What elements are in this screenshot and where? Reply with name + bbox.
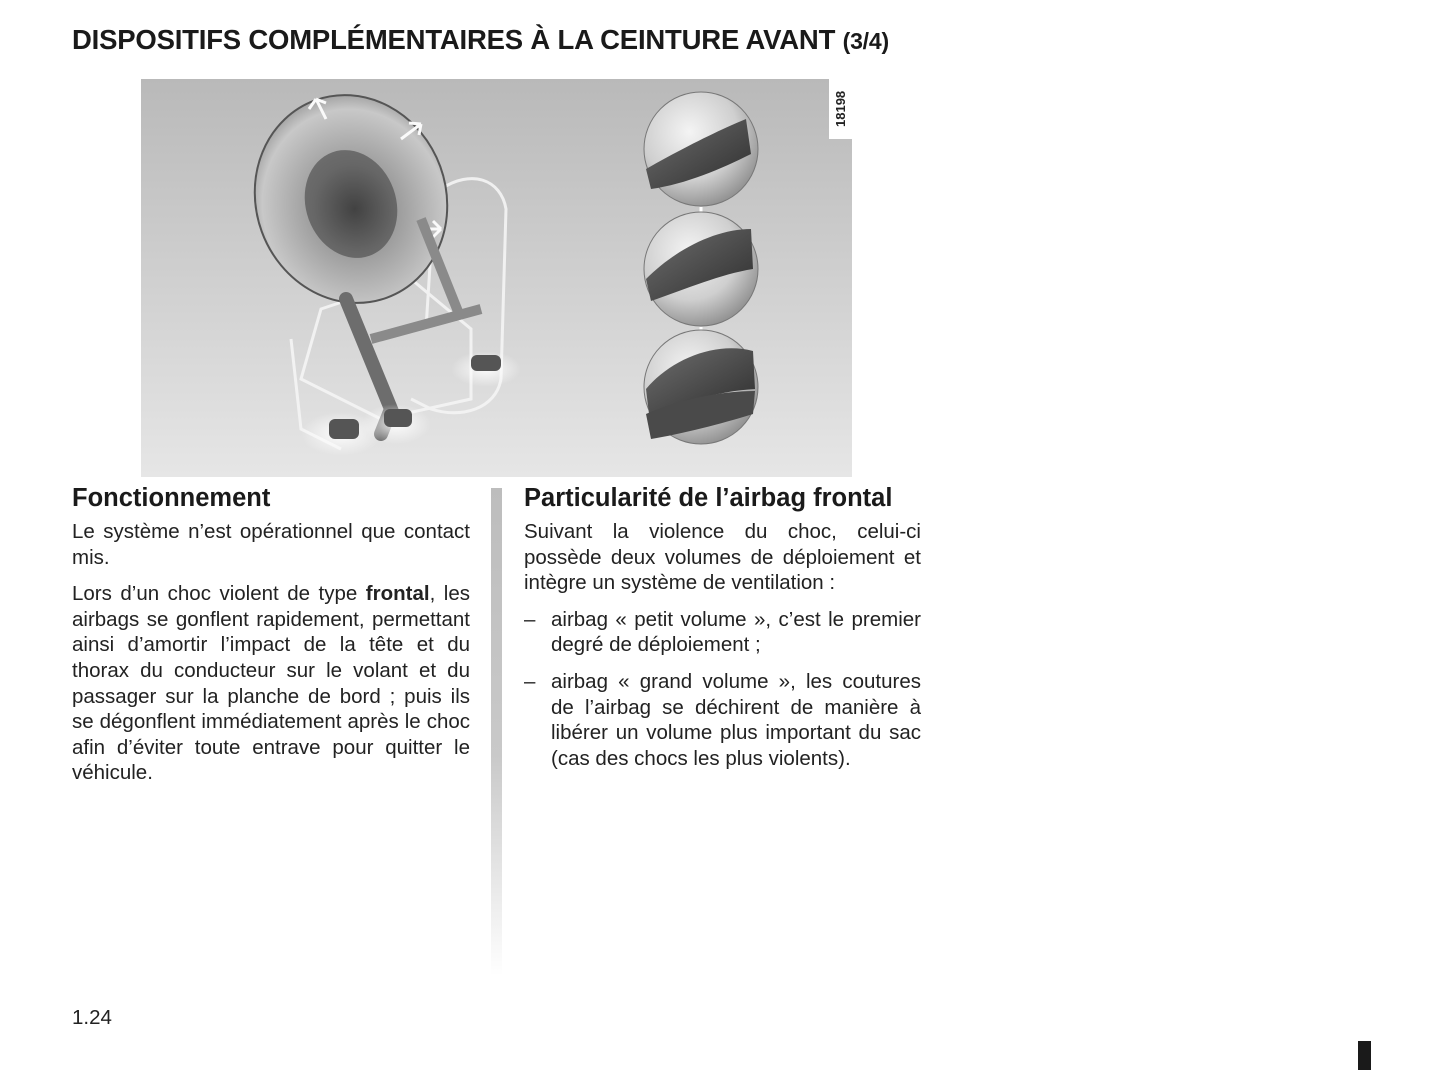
list-dash: – [524,669,536,693]
column-divider [491,488,502,976]
paragraph-frontal-impact-bold: frontal [365,582,430,606]
section-heading-airbag-frontal: Particularité de l’airbag frontal [524,484,893,512]
page-number: 1.24 [72,1006,112,1029]
page-title [72,24,889,56]
list-item-text: airbag « grand volume », les coutures de l’airbag se déchirent de manière à libérer un volume plus important du sac (cas des chocs les plus violents). [551,669,921,770]
figure-reference-number: 18198 [833,90,848,127]
paragraph-frontal-impact-start: Lors d’un choc violent de type [72,582,366,606]
left-column [72,484,470,797]
deployment-stage-1 [644,92,758,206]
section-heading-fonctionnement: Fonctionnement [72,484,271,512]
deployment-stage-3 [644,330,758,444]
right-column [524,484,921,782]
list-dash: – [524,607,536,631]
list-item-text: airbag « petit volume », c’est le premier degré de déploiement ; [551,607,921,657]
paragraph-deployment-volumes: Suivant la violence du choc, celui-ci possède deux volumes de déploiement et intègre un système de ventilation : [524,520,921,595]
paragraph-frontal-impact [72,581,470,786]
page-title-text: DISPOSITIFS COMPLÉMENTAIRES À LA CEINTURE AVANT [72,24,836,55]
deployment-list [524,607,921,772]
list-item [524,607,921,658]
deployment-stage-2 [644,212,758,326]
paragraph-frontal-impact-end: , les airbags se gonflent rapidement, permettant ainsi d’amortir l’impact de la tête et du thorax du conducteur sur le volant et du passager sur la planche de bord ; puis ils se dégonflent immédiatement après le choc afin d’éviter toute entrave pour quitter le véhicule. [72,582,470,785]
paragraph-operational-condition: Le système n’est opérationnel que contact mis. [72,520,470,569]
list-item [524,669,921,771]
airbag-illustration-drawing [141,79,852,477]
section-thumb-mark [1358,1041,1371,1070]
airbag-illustration [141,79,852,477]
page-part-indicator: (3/4) [842,28,889,54]
